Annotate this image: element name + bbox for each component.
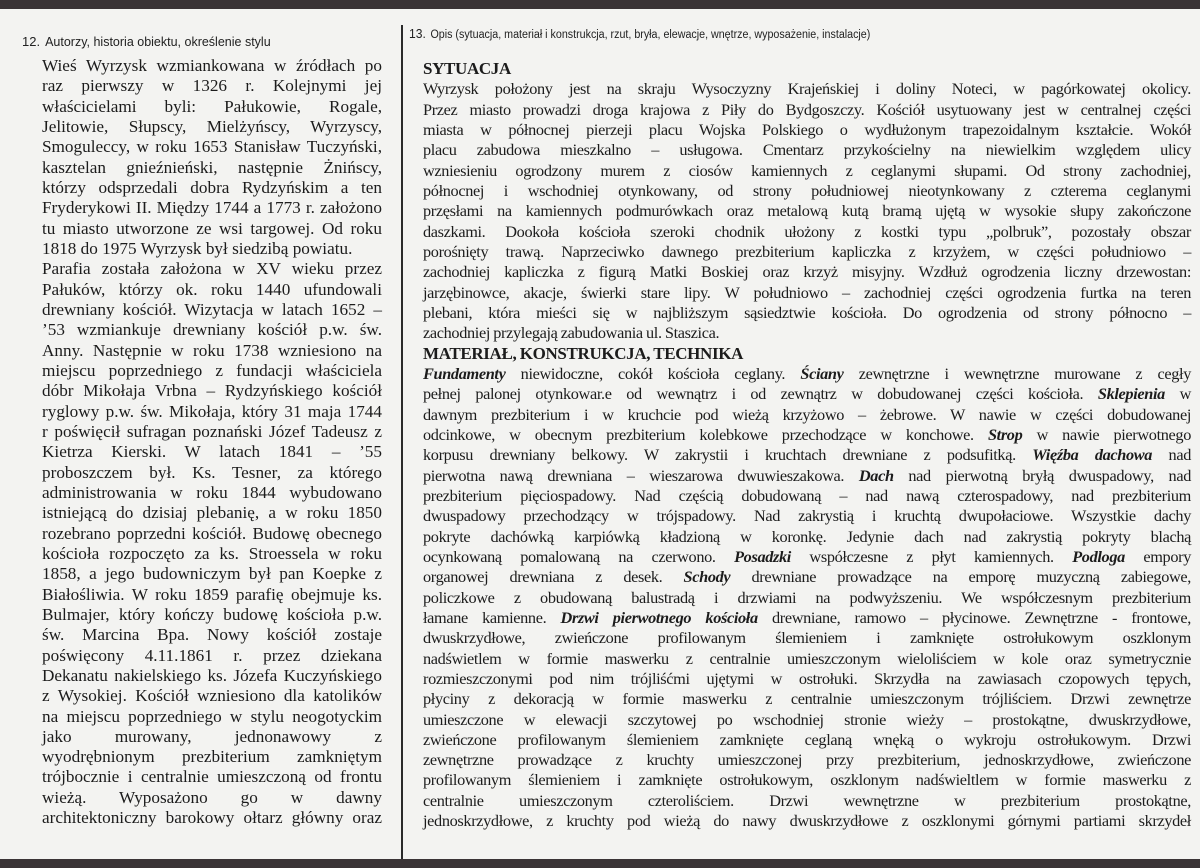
text-line xyxy=(423,466,1191,486)
text-segment: profilowanym ślemieniem i zamknięte ostrołukowym, oszklonym nadświeltlem w formie maswerku z xyxy=(423,770,1191,790)
text-line: miejscu poprzedniego z fundacji właściciela xyxy=(42,360,382,380)
text-segment: drewniane prowadzące na emporę muzyczną zabiegowe, xyxy=(730,567,1191,587)
section-number: 13. xyxy=(409,26,426,41)
text-line xyxy=(423,140,1191,160)
text-segment: Przez miasto prowadzi droga krajowa z Piły do Bydgoszczy. Kościół usytuowany jest w centralnej części xyxy=(423,99,1191,119)
term-label: Dach xyxy=(858,465,894,485)
text-line: poświęcony 4.11.1861 r. przez dziekana xyxy=(42,645,382,665)
term-label: Fundamenty xyxy=(423,363,506,383)
text-line xyxy=(423,79,1191,99)
text-segment: daszkami. Dookoła kościoła szeroki chodnik ułożony z kostki typu „polbruk”, pozostały obszar xyxy=(423,221,1191,241)
text-line xyxy=(423,567,1191,587)
text-line xyxy=(423,323,1191,343)
text-segment: nadświetlem w formie maswerku z centralnie umieszczonym wieloliściem w kole oraz symetrycznie xyxy=(423,648,1191,668)
text-segment: północnej i wschodniej otynkowany, od strony południowej nieotynkowany z czterema ceglanymi xyxy=(423,180,1191,200)
text-line: Parafia została założona w XV wieku przez xyxy=(42,259,382,279)
text-line xyxy=(423,364,1191,384)
text-line xyxy=(423,750,1191,770)
text-segment: płyciny z dekoracją w formie maswerku z centralnie umieszczonym trójliściem. Drzwi zewnętrze xyxy=(423,689,1191,709)
text-line: wyodrębnionym prezbiterium zamkniętym xyxy=(42,747,382,767)
term-label: Schody xyxy=(683,567,731,587)
text-segment: jarzębinowce, akacje, świerki stare lipy. W południowo – zachodniej części ogrodzenia furtka na teren xyxy=(423,282,1191,302)
text-line xyxy=(423,689,1191,709)
text-segment: zachodniej kapliczka z figurą Matki Boskiej oraz krzyż misyjny. Wzdłuż ogrodzenia liczny drzewostan: xyxy=(423,262,1191,282)
text-segment: wzniesieniu ogrodzony murem z ciosów kamiennych z ceglanymi słupami. Od strony zachodniej, xyxy=(423,160,1191,180)
text-line: Bulmajer, który kończy budowę kościoła p.w. xyxy=(42,604,382,624)
text-segment: zewnętrzne prowadzące z kruchty umieszczonej przy prezbiterium, jednoskrzydłowe, zwieńczone xyxy=(423,750,1191,770)
text-line xyxy=(423,161,1191,181)
text-segment: nad xyxy=(1152,445,1191,465)
text-line: Anny. Następnie w roku 1738 wzniesiono na xyxy=(42,340,382,360)
text-line: z Wysokiej. Kościół wzniesiono dla katolików xyxy=(42,686,382,706)
term-label: Ściany xyxy=(800,363,844,383)
text-segment: empory xyxy=(1124,546,1191,566)
text-line: proboszczem był. Ks. Tesner, za którego xyxy=(42,462,382,482)
text-segment: współczesne z płyt kamiennych. xyxy=(790,546,1073,566)
text-segment: zewnętrzne i wewnętrzne murowane z cegły xyxy=(843,363,1191,383)
section-12-header xyxy=(22,34,271,49)
text-line xyxy=(423,486,1191,506)
section-13-header xyxy=(409,26,870,41)
text-line: rozebrano poprzedni kościół. Budowę obecnego xyxy=(42,523,382,543)
text-segment: ocynkowaną pomalowaną na czerwono. xyxy=(423,546,735,566)
history-text-column xyxy=(42,56,382,828)
text-line: kasztelan gnieźnieński, następnie Żnińscy, xyxy=(42,157,382,177)
section-heading xyxy=(423,344,1191,364)
text-line: istniejącą do dzisiaj plebanię, a w roku 1850 xyxy=(42,503,382,523)
text-line xyxy=(423,628,1191,648)
text-line: 1818 do 1975 Wyrzysk był siedzibą powiatu. xyxy=(42,238,353,258)
text-line xyxy=(423,425,1191,445)
text-line: jako murowany, jednonawowy z xyxy=(42,726,382,746)
text-line xyxy=(423,669,1191,689)
text-line xyxy=(423,730,1191,750)
term-label: Sklepienia xyxy=(1097,384,1165,404)
text-segment: plebani, która mieści się w najbliższym sąsiedztwie kościoła. Do ogrodzenia od strony północno – xyxy=(423,302,1191,322)
text-line xyxy=(423,242,1191,262)
text-line: Smoguleccy, w roku 1653 Stanisław Tuczyński, xyxy=(42,137,382,157)
text-segment: korpusu drewniany belkowy. W zakrystii i kruchtach drewniane z podsufitką. xyxy=(423,445,1033,465)
text-segment: w nawie pierwotnego xyxy=(1022,424,1191,444)
term-label: Drzwi pierwotnego kościoła xyxy=(560,607,758,627)
text-line: na miejscu poprzedniego w stylu neogotyckim xyxy=(42,706,382,726)
text-line: drewniany kościół. Wizytacja w latach 1652 – xyxy=(42,299,382,319)
text-line xyxy=(423,120,1191,140)
text-line xyxy=(423,201,1191,221)
text-segment: Wyrzysk położony jest na skraju Wysoczyzny Krajeńskiej i doliny Noteci, w pagórkowatej okolicy. xyxy=(423,79,1191,99)
text-line: którzy odsprzedali dobra Rydzyńskim a ten xyxy=(42,177,382,197)
text-segment: przęsłami na kamiennych podmurówkach oraz metalową kutą bramą ujętą w wysokie słupy zakończone xyxy=(423,201,1191,221)
text-line xyxy=(423,770,1191,790)
text-segment: centralnie umieszczonym czteroliściem. Drzwi wewnętrzne w prezbiterium prostokątne, xyxy=(423,790,1191,810)
text-line: dóbr Mikołaja Vrbna – Rydzyńskiego kościół xyxy=(42,381,382,401)
text-segment: jednoskrzydłowe, z kruchty pod wieżą do nawy dwuskrzydłowe z oszklonymi górnymi partiami skrzydeł xyxy=(423,811,1191,831)
text-segment: niewidoczne, cokół kościoła ceglany. xyxy=(505,363,801,383)
term-label: Więźba dachowa xyxy=(1032,445,1153,465)
text-segment: pierwotna nawą drewniana – wieszarowa dwuwieszakowa. xyxy=(423,465,859,485)
text-line xyxy=(423,649,1191,669)
section-number: 12. xyxy=(22,34,41,49)
term-label: Podloga xyxy=(1072,546,1125,566)
text-line xyxy=(423,100,1191,120)
text-line xyxy=(423,262,1191,282)
term-label: Strop xyxy=(987,424,1023,444)
text-line: ’53 wzmiankuje drewniany kościół p.w. św. xyxy=(42,320,382,340)
text-segment: w xyxy=(1164,384,1191,404)
text-segment: pokryte dachówką karpiówką kładzioną w koronkę. Jedynie dach nad zakrystią pokryty blachą xyxy=(423,526,1191,546)
text-line: architektoniczny barokowy ołtarz główny oraz xyxy=(42,808,382,828)
text-segment: placu zabudowa mieszkalno – usługowa. Cmentarz przykościelny na niewielkim względem ulicy xyxy=(423,140,1191,160)
text-segment: zachodniej przylegają zabudowania ul. Staszica. xyxy=(423,323,720,343)
text-line xyxy=(423,222,1191,242)
text-line: administrowania w roku 1844 wybudowano xyxy=(42,482,382,502)
text-line xyxy=(423,181,1191,201)
text-line xyxy=(423,506,1191,526)
term-label: Posadzki xyxy=(734,546,791,566)
text-segment: rozmieszczonymi pod nim trójliśćmi ujętymi w ostrołuki. Skrzydła na zawiasach czopowych tępych, xyxy=(423,668,1191,688)
text-line xyxy=(423,811,1191,831)
text-segment: umieszczone w elewacji szczytowej po wschodniej stronie wieży – prostokątne, dwuskrzydłowe, xyxy=(423,709,1191,729)
text-segment: SYTUACJA xyxy=(423,59,511,78)
text-line: św. Marcina Bpa. Nowy kościół zostaje xyxy=(42,625,382,645)
section-title: Opis (sytuacja, materiał i konstrukcja, rzut, bryła, elewacje, wnętrze, wyposażenie, instalacje) xyxy=(430,29,871,41)
column-divider xyxy=(401,25,403,859)
text-segment: MATERIAŁ, KONSTRUKCJA, TECHNIKA xyxy=(423,343,744,363)
text-line xyxy=(423,791,1191,811)
text-line: raz pierwszy w 1326 r. Kolejnymi jej xyxy=(42,76,382,96)
text-line: trójbocznie i centralnie umieszczoną od frontu xyxy=(42,767,382,787)
text-segment: dwuspadowy przechodzący w trójspadowy. Nad zakrystią i kruchtą dwupołaciowe. Wszystkie dachy xyxy=(423,506,1191,526)
text-segment: pełnej palonej otynkowar.e od wewnątrz i od zewnątrz w dobudowanej części kościoła. xyxy=(423,384,1098,404)
text-line: ryglowy p.w. św. Mikołaja, który 31 maja 1744 xyxy=(42,401,382,421)
text-line: wieżą. Wyposażono go w dawny xyxy=(42,787,382,807)
text-segment: odcinkowe, w obecnym prezbiterium kolebkowe przechodzące w konchowe. xyxy=(423,424,988,444)
text-line: Wieś Wyrzysk wzmiankowana w źródłach po xyxy=(42,56,382,75)
text-line xyxy=(423,588,1191,608)
text-segment: policzkowe z obudowaną balustradą i drzwiami na podwyższeniu. We współczesnym prezbiterium xyxy=(423,587,1191,607)
text-line xyxy=(423,710,1191,730)
text-segment: łamane kamienne. xyxy=(423,607,561,627)
text-segment: drewniane, ramowo – płycinowe. Zewnętrzne - frontowe, xyxy=(757,607,1192,627)
text-line xyxy=(423,608,1191,628)
text-line: r poświęcił sufragan poznański Józef Tadeusz z xyxy=(42,421,382,441)
text-line: Pałuków, którzy ok. roku 1440 ufundowali xyxy=(42,279,382,299)
text-line: Jelitowie, Słupscy, Mielżyńscy, Wyrzyscy, xyxy=(42,116,382,136)
text-line xyxy=(423,547,1191,567)
text-line xyxy=(423,527,1191,547)
text-segment: dwuskrzydłowe, zwieńczone profilowanym ślemieniem i zamknięte ostrołukowym oszklonym xyxy=(423,628,1191,648)
text-line: właścicielami byli: Pałukowie, Rogale, xyxy=(42,96,382,116)
description-text-column xyxy=(423,59,1191,831)
text-line: Fryderykowi II. Między 1744 a 1773 r. założono xyxy=(42,198,382,218)
text-line xyxy=(423,384,1191,404)
text-segment: prezbiterium pięciospadowy. Nad częścią dobudowaną – nad nawą czterospadowy, nad prezbiterium xyxy=(423,485,1191,505)
document-page xyxy=(0,9,1200,859)
text-segment: porośnięty trawą. Naprzeciwko dawnego prezbiterium kapliczka z krzyżem, w części południowo – xyxy=(423,241,1191,261)
text-line xyxy=(423,445,1191,465)
text-segment: miasta w północnej pierzeji placu Wojska Polskiego o wydłużonym trapezoidalnym kształcie. Wokół xyxy=(423,119,1191,139)
text-line xyxy=(423,303,1191,323)
section-title: Autorzy, historia obiektu, określenie stylu xyxy=(45,35,271,49)
section-heading xyxy=(423,59,1191,79)
text-line: kościoła rozpoczęto za ks. Stroessela w roku xyxy=(42,543,382,563)
text-line xyxy=(423,283,1191,303)
text-segment: zwieńczone profilowanym ślemieniem zamknięte ceglaną wnęką o wykroju ostrołukowym. Drzwi xyxy=(423,729,1191,749)
text-line: Białośliwia. W roku 1859 parafię obejmuje ks. xyxy=(42,584,382,604)
text-line: Dekanatu nakielskiego ks. Józefa Kuczyńskiego xyxy=(42,665,382,685)
text-line xyxy=(423,405,1191,425)
text-segment: organowej drewniana z desek. xyxy=(423,567,684,587)
text-segment: dawnym prezbiterium i w kruchcie pod wieżą krzyżowo – żebrowe. W nawie w części dobudowanej xyxy=(423,404,1191,424)
text-line: Kietrza Kierski. W latach 1841 – ’55 xyxy=(42,442,382,462)
text-line: tu miasto utworzone ze wsi targowej. Od roku xyxy=(42,218,382,238)
text-line: 1858, a jego budowniczym był pan Koepke z xyxy=(42,564,382,584)
text-segment: nad pierwotną bryłą dwuspadowy, nad xyxy=(893,465,1191,485)
